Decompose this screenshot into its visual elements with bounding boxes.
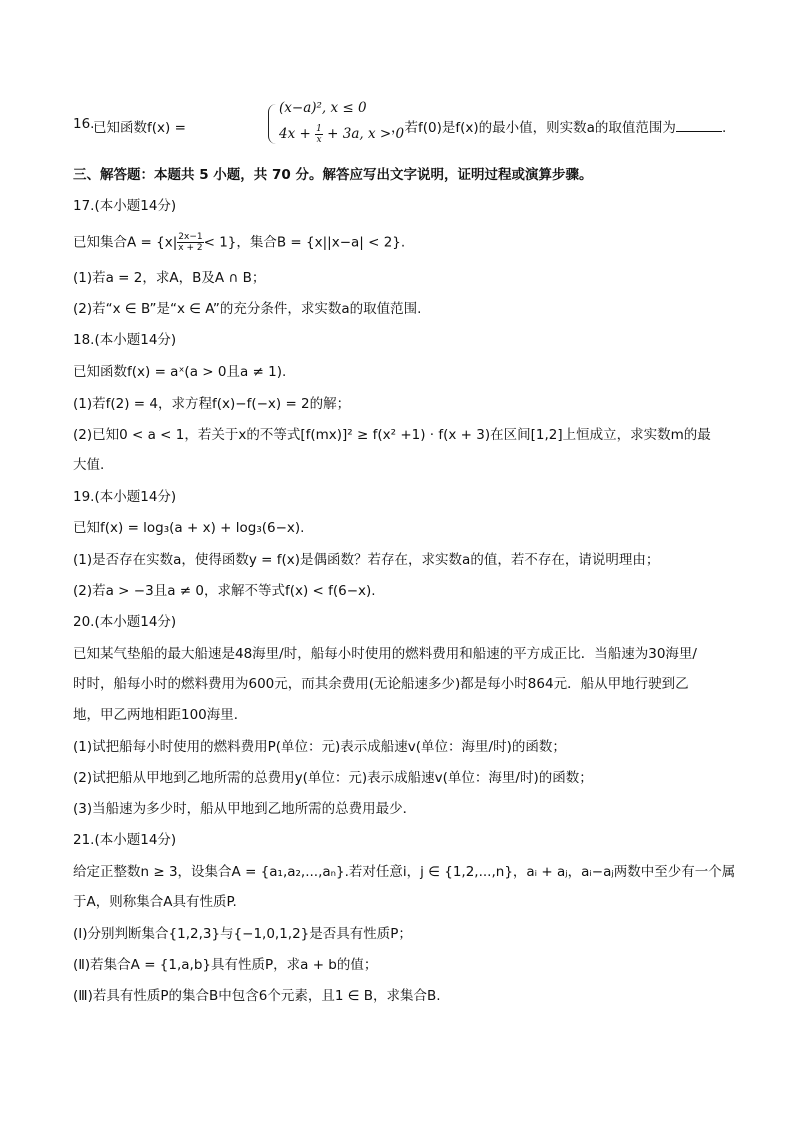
question-20-stem-line-2: 时时，船每小时的燃料费用为600元，而其余费用(无论船速多少)都是每小时864元．船从甲地行驶到乙 — [73, 676, 689, 692]
question-20-stem-line-3: 地，甲乙两地相距100海里． — [73, 707, 248, 723]
question-18-part-2-line-1: (2)已知0 < a < 1，若关于x的不等式[f(mx)]² ≥ f(x² +1) · f(x + 3)在区间[1,2]上恒成立，求实数m的最 — [73, 427, 711, 443]
section-3-header: 三、解答题：本题共 5 小题，共 70 分。解答应写出文字说明，证明过程或演算步骤。 — [73, 167, 593, 183]
question-20-part-3: (3)当船速为多少时，船从甲地到乙地所需的总费用最少． — [73, 801, 417, 817]
answer-blank[interactable] — [676, 119, 722, 132]
fraction-top: 1 — [316, 124, 322, 134]
q17-stem-post: < 1}，集合B = {x||x−a| < 2}. — [203, 234, 406, 251]
piecewise-brace — [268, 104, 277, 144]
question-21-stem-line-2: 于A，则称集合A具有性质P. — [73, 894, 237, 910]
question-17-part-1: (1)若a = 2，求A，B及A ∩ B； — [73, 270, 266, 286]
question-17-part-2: (2)若“x ∈ B”是“x ∈ A”的充分条件，求实数a的取值范围. — [73, 301, 422, 317]
question-21-stem-line-1: 给定正整数n ≥ 3，设集合A = {a₁,a₂,...,aₙ}.若对任意i，j ∈ {1,2,...,n}，aᵢ + aⱼ，aᵢ−aⱼ两数中至少有一个属 — [73, 864, 736, 880]
question-16-suffix — [391, 116, 726, 136]
fraction-bottom: x + 2 — [178, 243, 203, 253]
fraction — [315, 124, 323, 145]
question-20-part-1: (1)试把船每小时使用的燃料费用P(单位：元)表示成船速v(单位：海里/时)的函数； — [73, 739, 566, 755]
question-19-part-1: (1)是否存在实数a，使得函数y = f(x)是偶函数？若存在，求实数a的值，若不存在，请说明理由； — [73, 552, 660, 568]
question-18-stem: 已知函数f(x) = aˣ(a > 0且a ≠ 1). — [73, 364, 287, 380]
case-2-left: 4x + — [279, 126, 311, 142]
fraction-bottom: x — [316, 135, 322, 145]
piecewise-case-2 — [279, 124, 404, 145]
question-21-title: 21.(本小题14分) — [73, 832, 177, 848]
case-2-right: + 3a, x > 0 — [327, 126, 405, 142]
question-18-title: 18.(本小题14分) — [73, 332, 177, 348]
fraction — [177, 232, 203, 253]
question-18-part-2-line-2: 大值. — [73, 457, 105, 473]
question-21-part-2: (Ⅱ)若集合A = {1,a,b}具有性质P，求a + b的值； — [73, 957, 378, 973]
question-16-end: . — [721, 120, 727, 136]
question-19-part-2: (2)若a > −3且a ≠ 0，求解不等式f(x) < f(6−x). — [73, 583, 376, 599]
question-17-stem — [73, 232, 734, 253]
question-21-part-1: (Ⅰ)分别判断集合{1,2,3}与{−1,0,1,2}是否具有性质P； — [73, 926, 412, 942]
question-18-part-1: (1)若f(2) = 4，求方程f(x)−f(−x) = 2的解； — [73, 396, 351, 412]
question-20-stem-line-1: 已知某气垫船的最大船速是48海里/时，船每小时使用的燃料费用和船速的平方成正比．当船速为30海里/ — [73, 646, 697, 662]
question-16 — [73, 98, 753, 150]
question-20-part-2: (2)试把船从甲地到乙地所需的总费用y(单位：元)表示成船速v(单位：海里/时)的函数； — [73, 770, 593, 786]
fraction-top: 2x−1 — [178, 232, 203, 242]
question-16-suffix-text: ，若f(0)是f(x)的最小值，则实数a的取值范围为 — [391, 120, 676, 136]
question-number: 16. — [73, 116, 95, 132]
question-19-stem: 已知f(x) = log₃(a + x) + log₃(6−x). — [73, 520, 305, 536]
piecewise-case-1: (x−a)², x ≤ 0 — [279, 100, 367, 116]
question-21-part-3: (Ⅲ)若具有性质P的集合B中包含6个元素，且1 ∈ B，求集合B. — [73, 988, 441, 1004]
question-16-prefix: 已知函数f(x) = — [93, 120, 186, 136]
question-17-title: 17.(本小题14分) — [73, 198, 177, 214]
question-20-title: 20.(本小题14分) — [73, 614, 177, 630]
question-19-title: 19.(本小题14分) — [73, 489, 177, 505]
q17-stem-pre: 已知集合A = {x| — [73, 234, 178, 251]
